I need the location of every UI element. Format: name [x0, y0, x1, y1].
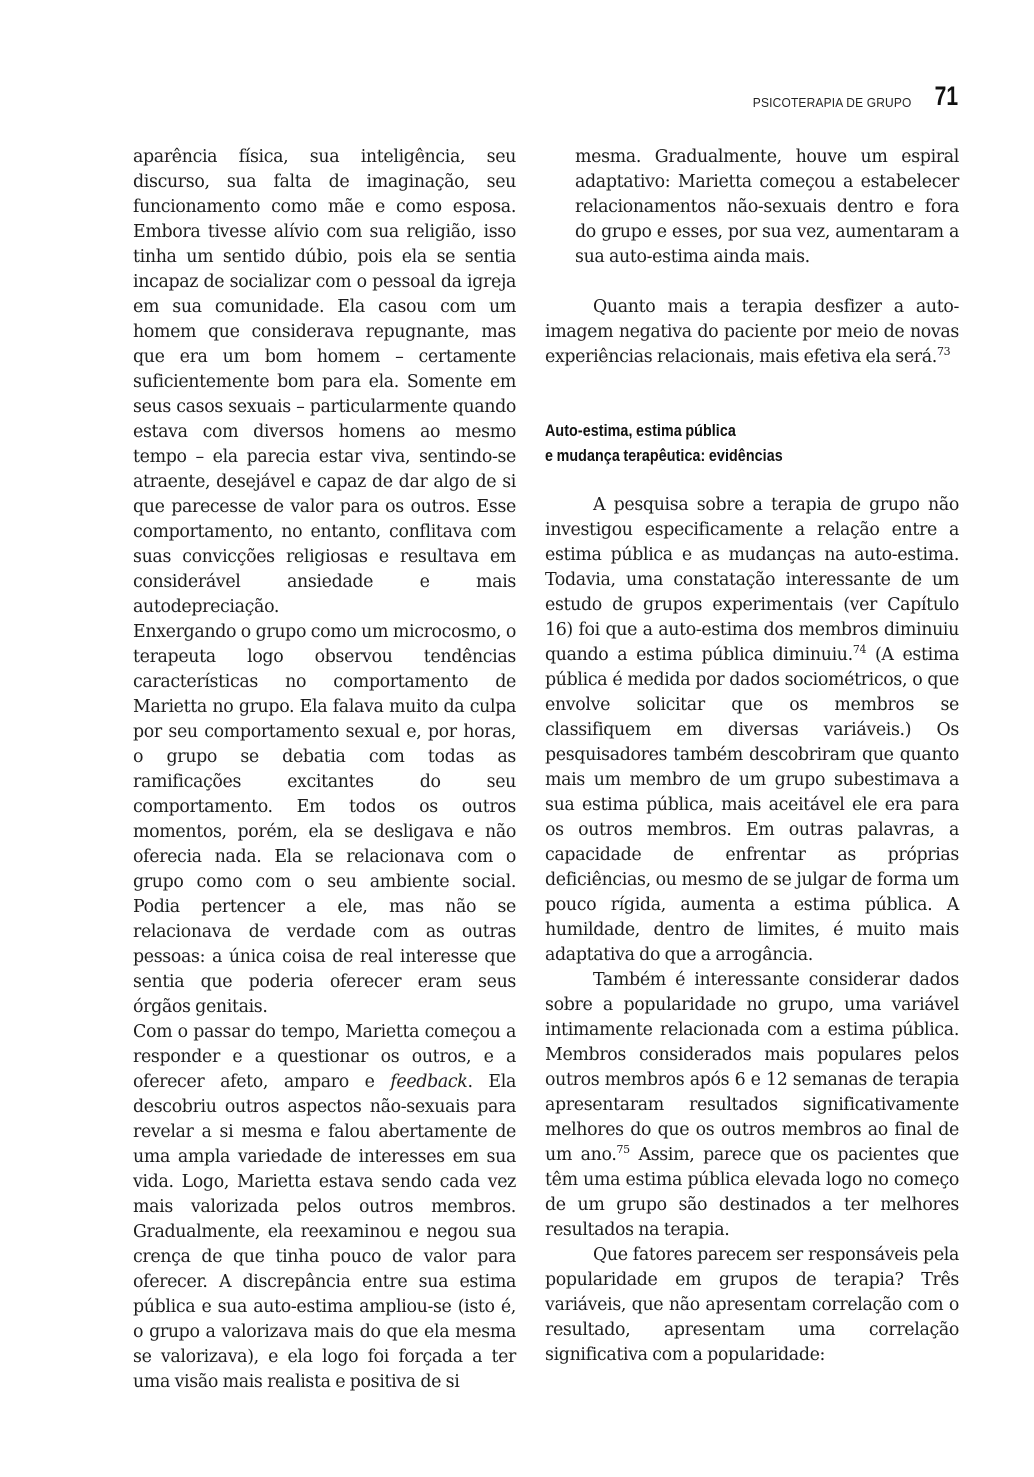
footnote-ref: 73 [936, 345, 951, 358]
paragraph-case-description: aparência física, sua inteligência, seu discurso, sua falta de imaginação, seu funcionamento como mãe e como esposa. Embora tivesse alívio com sua religião, isso tinha um sentido dúbio, pois ela se sentia incapaz de socializar com o pessoal da igreja em sua comunidade. Ela casou com um homem que considerava repugnante, mas que era um bom homem – certamente suficientemente bom para ela. Somente em seus casos sexuais – particularmente quando estava com diversos homens ao mesmo tempo – ela parecia estar viva, sentindo-se atraente, desejável e capaz de dar algo de si que parecesse de valor para os outros. Esse comportamento, no entanto, conflitava com suas convicções religiosas e resultava em considerável ansiedade e mais autodepreciação. [133, 147, 516, 617]
paragraph-text: A pesquisa sobre a terapia de grupo não investigou especificamente a relação entre a estima pública e as mudanças na auto-estima. Todavia, uma constatação interessante de um estudo de grupos experimentais (ver Capítulo 16) foi que a auto-estima dos membros diminuiu quando a estima pública diminuiu. [545, 495, 959, 665]
left-column [133, 145, 516, 1395]
paragraph-text: . Ela descobriu outros aspectos não-sexuais para revelar a si mesma e falou abertamente de uma ampla variedade de interesses em sua vida. Logo, Marietta estava sendo cada vez mais valorizada pelos outros membros. Gradualmente, ela reexaminou e negou sua crença de que tinha pouco de valor para oferecer. A discrepância entre sua estima pública e sua auto-estima ampliou-se (isto é, o grupo a valorizava mais do que ela mesma se valorizava), e ela logo foi forçada a ter uma visão mais realista e positiva de si [133, 1072, 516, 1392]
paragraph-text: Com o passar do tempo, Marietta começou a responder e a questionar os outros, e a oferecer afeto, amparo e [133, 1022, 516, 1092]
footnote-ref: 74 [852, 643, 867, 656]
paragraph-summary [545, 295, 959, 370]
running-title: PSICOTERAPIA DE GRUPO [753, 95, 912, 110]
paragraph-factors-question: Que fatores parecem ser responsáveis pela popularidade em grupos de terapia? Três variáveis, que não apresentam correlação com o resultado, apresentam uma correlação significativa com a popularidade: [545, 1245, 959, 1365]
section-heading-line: Auto-estima, estima pública [545, 421, 736, 440]
paragraph-text: (A estima pública é medida por dados sociométricos, o que envolve solicitar que os membros se classifiquem em diversas variáveis.) Os pesquisadores também descobriram que quanto mais um membro de um grupo subestimava a sua estima pública, mais aceitável ele era para os outros membros. Em outras palavras, a capacidade de enfrentar as próprias deficiências, ou mesmo de se julgar de forma um pouco rígida, aumenta a estima pública. A humildade, dentro de limites, é muito mais adaptativa do que a arrogância. [545, 645, 960, 965]
paragraph-group-microcosm: Enxergando o grupo como um microcosmo, o terapeuta logo observou tendências características no comportamento de Marietta no grupo. Ela falava muito da culpa por seu comportamento sexual e, por horas, o grupo se debatia com todas as ramificações excitantes do seu comportamento. Em todos os outros momentos, porém, ela se desligava e não oferecia nada. Ela se relacionava com o grupo como com o seu ambiente social. Podia pertencer a ele, mas não se relacionava de verdade com as outras pessoas: a única coisa de real interesse que sentia que poderia oferecer eram seus órgãos genitais. [133, 622, 516, 1017]
paragraph-research [545, 493, 959, 968]
italic-term: feedback [390, 1072, 468, 1092]
paragraph-continuation: mesma. Gradualmente, houve um espiral adaptativo: Marietta começou a estabelecer relacionamentos não-sexuais dentro e fora do grupo e esses, por sua vez, aumentaram a sua auto-estima ainda mais. [575, 147, 959, 267]
footnote-ref: 75 [616, 1143, 630, 1156]
page-number: 71 [934, 81, 958, 111]
running-header [739, 80, 958, 110]
paragraph-text: Quanto mais a terapia desfizer a auto-imagem negativa do paciente por meio de novas experiências relacionais, mais efetiva ela será. [545, 297, 959, 367]
paragraph-marietta-progress [133, 1020, 516, 1395]
section-heading-line: e mudança terapêutica: evidências [545, 446, 783, 465]
paragraph-text: Também é interessante considerar dados sobre a popularidade no grupo, uma variável intimamente relacionada com a estima pública. Membros considerados mais populares pelos outros membros após 6 e 12 semanas de terapia apresentaram resultados significativamente melhores do que os outros membros ao final de um ano. [545, 970, 959, 1165]
right-column [545, 145, 959, 1368]
section-heading [545, 418, 893, 468]
paragraph-text: Assim, parece que os pacientes que têm uma estima pública elevada logo no começo de um grupo são destinados a ter melhores resultados na terapia. [545, 1145, 959, 1240]
paragraph-popularity [545, 968, 959, 1243]
